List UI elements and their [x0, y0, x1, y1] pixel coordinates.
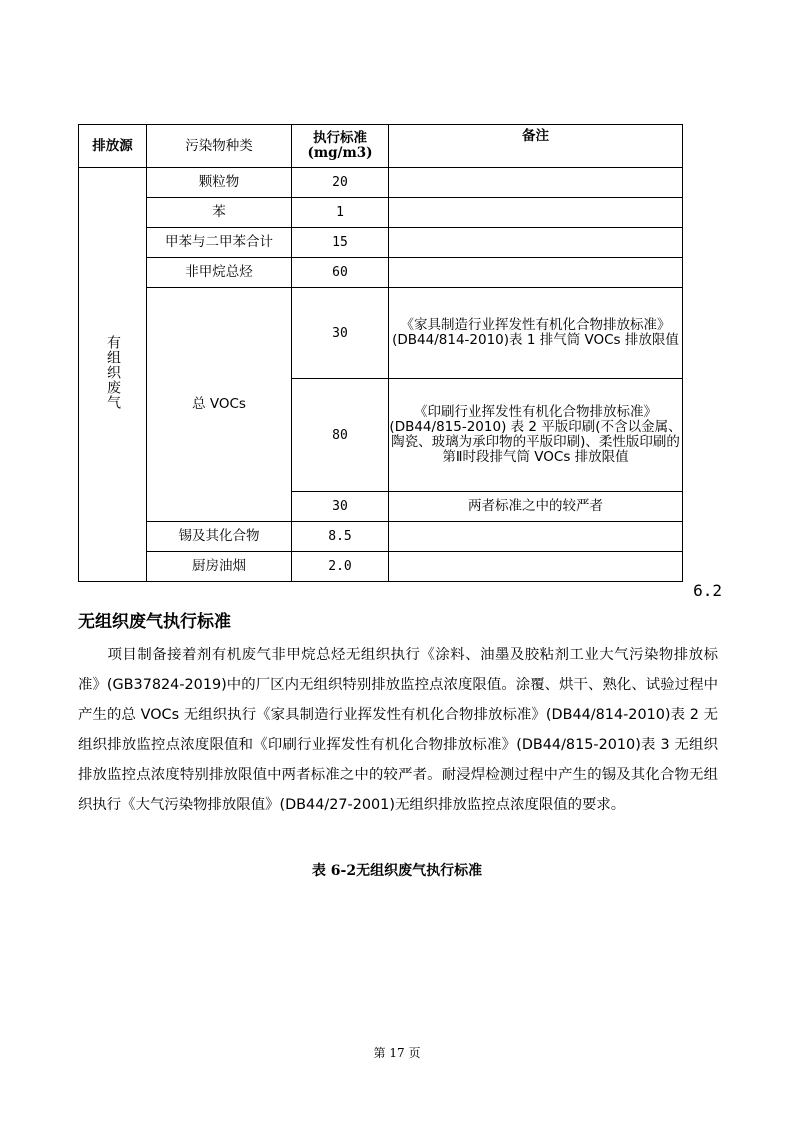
note-cell — [389, 258, 683, 288]
body-paragraph — [78, 640, 718, 820]
table-row — [79, 198, 683, 228]
emission-standard-table — [78, 124, 683, 582]
value-cell: 1 — [292, 198, 389, 228]
source-cell — [79, 168, 147, 582]
page-number: 第 17 页 — [373, 1046, 421, 1060]
header-source: 排放源 — [79, 125, 147, 168]
pollutant-cell: 颗粒物 — [147, 168, 292, 198]
section-title: 无组织废气执行标准 — [78, 612, 231, 632]
table-row — [79, 168, 683, 198]
table-row — [79, 258, 683, 288]
note-cell — [389, 228, 683, 258]
table-row — [79, 522, 683, 552]
pollutant-cell: 厨房油烟 — [147, 552, 292, 582]
pollutant-cell: 锡及其化合物 — [147, 522, 292, 552]
table-row — [79, 288, 683, 379]
body-paragraph-text: 项目制备接着剂有机废气非甲烷总烃无组织执行《涂料、油墨及胶粘剂工业大气污染物排放标准》(GB37824-2019)中的厂区内无组织特别排放监控点浓度限值。涂覆、烘干、熟化、试验过程中产生的总 VOCs 无组织执行《家具制造行业挥发性有机化合物排放标准》(DB44/814-2010)表 2 无组织排放监控点浓度限值和《印刷行业挥发性有机化合物排放标准》(DB44/815-2010)表 3 无组织排放监控点浓度特别排放限值中两者标准之中的较严者。耐浸焊检测过程中产生的锡及其化合物无组织执行《大气污染物排放限值》(DB44/27-2001)无组织排放监控点浓度限值的要求。 — [78, 647, 718, 813]
header-standard — [292, 125, 389, 168]
note-cell — [389, 522, 683, 552]
value-cell: 30 — [292, 492, 389, 522]
header-note: 备注 — [389, 125, 683, 168]
note-cell: 《家具制造行业挥发性有机化合物排放标准》(DB44/814-2010)表 1 排气筒 VOCs 排放限值 — [389, 288, 683, 379]
note-cell — [389, 198, 683, 228]
table-row — [79, 552, 683, 582]
pollutant-cell: 非甲烷总烃 — [147, 258, 292, 288]
note-cell — [389, 168, 683, 198]
section-number: 6.2 — [693, 581, 722, 600]
pollutant-cell: 苯 — [147, 198, 292, 228]
header-standard-title: 执行标准 — [313, 130, 367, 146]
table-caption: 表 6-2无组织废气执行标准 — [311, 863, 483, 879]
value-cell: 2.0 — [292, 552, 389, 582]
header-pollutant: 污染物种类 — [147, 125, 292, 168]
pollutant-cell: 甲苯与二甲苯合计 — [147, 228, 292, 258]
value-cell: 80 — [292, 379, 389, 492]
value-cell: 30 — [292, 288, 389, 379]
note-cell — [389, 552, 683, 582]
note-cell: 两者标准之中的较严者 — [389, 492, 683, 522]
value-cell: 15 — [292, 228, 389, 258]
table-row — [79, 228, 683, 258]
source-label: 有组织废气 — [105, 335, 121, 410]
value-cell: 8.5 — [292, 522, 389, 552]
value-cell: 20 — [292, 168, 389, 198]
table-header-row — [79, 125, 683, 168]
pollutant-cell: 总 VOCs — [147, 288, 292, 522]
header-standard-unit: (mg/m3) — [307, 145, 373, 161]
value-cell: 60 — [292, 258, 389, 288]
note-cell: 《印刷行业挥发性有机化合物排放标准》(DB44/815-2010) 表 2 平版印刷(不含以金属、陶瓷、玻璃为承印物的平版印刷)、柔性版印刷的第Ⅱ时段排气筒 VOCs 排放限值 — [389, 379, 683, 492]
